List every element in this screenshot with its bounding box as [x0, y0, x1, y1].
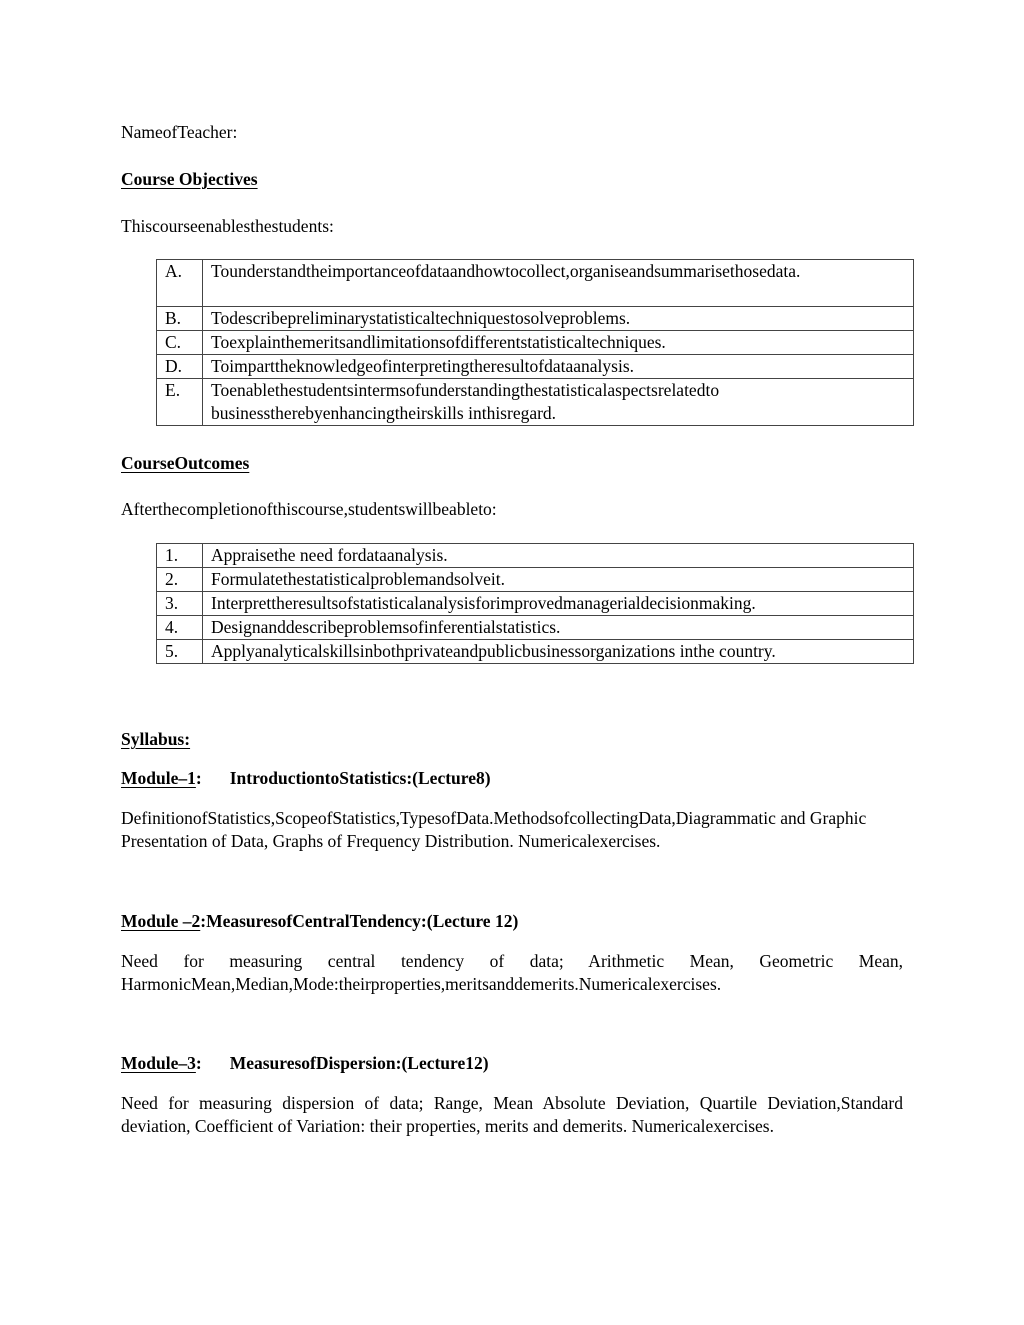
objectives-table: [156, 259, 914, 426]
module-3-colon: :: [195, 1053, 202, 1073]
objective-label: E.: [157, 379, 203, 426]
outcome-label: 4.: [157, 616, 203, 640]
module-1-title: IntroductiontoStatistics: [229, 768, 407, 788]
module-3-label: Module–3: [121, 1053, 196, 1073]
outcome-text: Applyanalyticalskillsinbothprivateandpublicbusinessorganizations inthe country.: [203, 640, 914, 664]
objective-label: D.: [157, 355, 203, 379]
table-row: [157, 379, 914, 426]
outcome-text: Designanddescribeproblemsofinferentialstatistics.: [203, 616, 914, 640]
table-row: [157, 307, 914, 331]
teacher-name-label: NameofTeacher:: [121, 122, 238, 142]
outcome-text: Interprettheresultsofstatisticalanalysisforimprovedmanagerialdecisionmaking.: [203, 592, 914, 616]
objective-label: C.: [157, 331, 203, 355]
table-row: [157, 331, 914, 355]
table-row: [157, 568, 914, 592]
outcome-label: 2.: [157, 568, 203, 592]
course-objectives-heading: Course Objectives: [121, 169, 258, 189]
module-2-heading: [121, 910, 518, 933]
module-1-lecture: :(Lecture8): [406, 768, 491, 788]
module-2-body: Need for measuring central tendency of data; Arithmetic Mean, Geometric Mean, HarmonicMean,Median,Mode:theirproperties,meritsanddemerits.Numericalexercises.: [121, 951, 903, 994]
module-2-colon: :: [200, 911, 207, 931]
objective-text: Todescribepreliminarystatisticaltechniquestosolveproblems.: [203, 307, 914, 331]
outcome-label: 1.: [157, 544, 203, 568]
module-1-label: Module–1: [121, 768, 196, 788]
outcomes-intro: Afterthecompletionofthiscourse,studentswillbeableto:: [121, 499, 497, 519]
outcome-text: Appraisethe need fordataanalysis.: [203, 544, 914, 568]
outcome-text: Formulatethestatisticalproblemandsolveit.: [203, 568, 914, 592]
objectives-intro: Thiscourseenablesthestudents:: [121, 216, 334, 236]
module-1-heading: [121, 767, 491, 790]
table-row: [157, 640, 914, 664]
module-1-colon: :: [195, 768, 202, 788]
outcome-label: 3.: [157, 592, 203, 616]
table-row: [157, 616, 914, 640]
objective-text: Toimparttheknowledgeofinterpretingtheresultofdataanalysis.: [203, 355, 914, 379]
course-outcomes-heading: CourseOutcomes: [121, 453, 250, 473]
outcomes-table: [156, 543, 914, 664]
objective-text: Tounderstandtheimportanceofdataandhowtocollect,organiseandsummarisethosedata.: [203, 260, 914, 307]
syllabus-heading: Syllabus:: [121, 729, 191, 749]
module-3-heading: [121, 1052, 489, 1075]
module-2-label: Module –2: [121, 911, 201, 931]
objective-label: A.: [157, 260, 203, 307]
module-3-body: Need for measuring dispersion of data; Range, Mean Absolute Deviation, Quartile Deviation,Standard deviation, Coefficient of Variation: their properties, merits and demerits. Numericalexercises.: [121, 1093, 903, 1136]
module-3-title: MeasuresofDispersion:(Lecture12): [229, 1053, 489, 1073]
table-row: [157, 592, 914, 616]
outcome-label: 5.: [157, 640, 203, 664]
objective-text: Toenablethestudentsintermsofunderstandingthestatisticalaspectsrelatedto businesstherebyenhancingtheirskills inthisregard.: [203, 379, 914, 426]
table-row: [157, 355, 914, 379]
table-row: [157, 260, 914, 307]
module-1-body: DefinitionofStatistics,ScopeofStatistics,TypesofData.MethodsofcollectingData,Diagrammatic and Graphic Presentation of Data, Graphs of Frequency Distribution. Numericalexercises.: [121, 808, 867, 851]
objective-text: Toexplainthemeritsandlimitationsofdifferentstatisticaltechniques.: [203, 331, 914, 355]
table-row: [157, 544, 914, 568]
objective-label: B.: [157, 307, 203, 331]
module-2-title: MeasuresofCentralTendency:(Lecture 12): [206, 911, 519, 931]
